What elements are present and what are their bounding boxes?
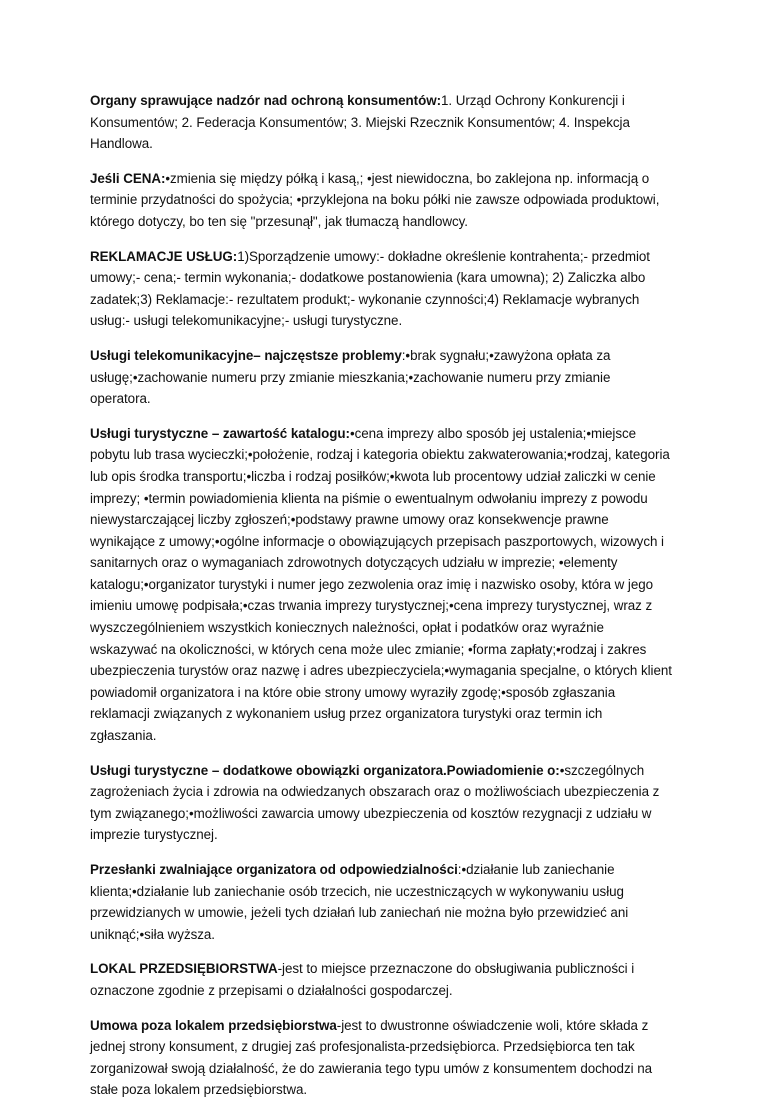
paragraph-heading: Usługi telekomunikacyjne– najczęstsze problemy [90,347,402,363]
paragraph-text: -jest to miejsce przeznaczone do obsługiwania publiczności i oznaczone zgodnie z przepisami o działalności gospodarczej. [90,961,635,998]
paragraph-heading: Usługi turystyczne – zawartość katalogu: [90,425,350,441]
paragraph-heading: Usługi turystyczne – dodatkowe obowiązki organizatora.Powiadomienie o: [90,762,560,778]
paragraph-telecom-problems [90,345,672,410]
paragraph-off-premises-contract [90,1015,672,1101]
paragraph-text: •cena imprezy albo sposób jej ustalenia;•miejsce pobytu lub trasa wycieczki;•położenie, rodzaj i kategoria obiektu zakwaterowania;•rodzaj, kategoria lub opis środka transportu;•liczba i rodzaj posiłków;•kwota lub procentowy udział zaliczki w cenie imprezy; •termin powiadomienia klienta na piśmie o ewentualnym odwołaniu imprezy z powodu niewystarczającej liczby zgłoszeń;•podstawy prawne umowy oraz konsekwencje prawne wynikające z umowy;•ogólne informacje o obowiązujących przepisach paszportowych, wizowych i sanitarnych oraz o wymaganiach zdrowotnych dotyczących udziału w imprezie; •elementy katalogu;•organizator turystyki i numer jego zezwolenia oraz imię i nazwisko osoby, która w jego imieniu umowę podpisała;•czas trwania imprezy turystycznej;•cena imprezy turystycznej, wraz z wyszczególnieniem wszystkich koniecznych należności, opłat i podatków oraz wyraźnie wskazywać na okoliczności, w których cena może ulec zmianie; •forma zapłaty;•rodzaj i zakres ubezpieczenia turystów oraz nazwę i adres ubezpieczyciela;•wymagania specjalne, o których klient powiadomił organizatora i na które obie strony umowy wyraziły zgodę;•sposób zgłaszania reklamacji związanych z wykonaniem usług przez organizatora turystyki oraz termin ich zgłaszania. [90,425,672,744]
paragraph-business-premises [90,958,672,1001]
paragraph-heading: Umowa poza lokalem przedsiębiorstwa [90,1017,337,1033]
paragraph-text: :•brak sygnału;•zawyżona opłata za usługę;•zachowanie numeru przy zmianie mieszkania;•zachowanie numeru przy zmianie operatora. [90,347,611,407]
document-page [90,90,672,1114]
paragraph-heading: LOKAL PRZEDSIĘBIORSTWA [90,961,278,977]
paragraph-supervisory-bodies [90,90,672,155]
paragraph-text: •szczególnych zagrożeniach życia i zdrowia na odwiedzanych obszarach oraz o możliwościach ubezpieczenia z tym związanego;•możliwości zawarcia umowy ubezpieczenia od kosztów rezygnacji z udziału w imprezie turystycznej. [90,762,660,843]
paragraph-heading: Przesłanki zwalniające organizatora od odpowiedzialności [90,862,458,877]
paragraph-text: •zmienia się między półką i kasą,; •jest niewidoczna, bo zaklejona np. informacją o terminie przydatności do spożycia; •przyklejona na boku półki nie zawsze odpowiada produktowi, którego dotyczy, bo ten się "przesunął", jak tłumaczą handlowcy. [90,170,660,229]
paragraph-liability-exemptions [90,859,672,945]
paragraph-tourism-catalog [90,423,672,747]
paragraph-heading: Jeśli CENA: [90,170,166,186]
paragraph-heading: REKLAMACJE USŁUG: [90,248,238,264]
paragraph-text: 1. Urząd Ochrony Konkurencji i Konsumentów; 2. Federacja Konsumentów; 3. Miejski Rzecznik Konsumentów; 4. Inspekcja Handlowa. [90,93,630,152]
paragraph-heading: Organy sprawujące nadzór nad ochroną konsumentów: [90,93,441,108]
paragraph-text: -jest to dwustronne oświadczenie woli, które składa z jednej strony konsument, z drugiej zaś profesjonalista-przedsiębiorca. Przedsiębiorca ten tak zorganizował swoją działalność, że do zawierania tego typu umów z konsumentem dochodzi na stałe poza lokalem przedsiębiorstwa. [90,1017,652,1098]
paragraph-organizer-duties [90,760,672,846]
paragraph-text: :•działanie lub zaniechanie klienta;•działanie lub zaniechanie osób trzecich, nie uczestniczących w wykonywaniu usług przewidzianych w umowie, jeżeli tych działań lub zaniechań nie można było przewidzieć ani uniknąć;•siła wyższa. [90,862,629,942]
paragraph-price [90,168,672,233]
paragraph-text: 1)Sporządzenie umowy:- dokładne określenie kontrahenta;- przedmiot umowy;- cena;- termin wykonania;- dodatkowe postanowienia (kara umowna); 2) Zaliczka albo zadatek;3) Reklamacje:- rezultatem produkt;- wykonanie czynności;4) Reklamacje wybranych usług:- usługi telekomunikacyjne;- usługi turystyczne. [90,248,650,329]
paragraph-service-complaints [90,246,672,332]
